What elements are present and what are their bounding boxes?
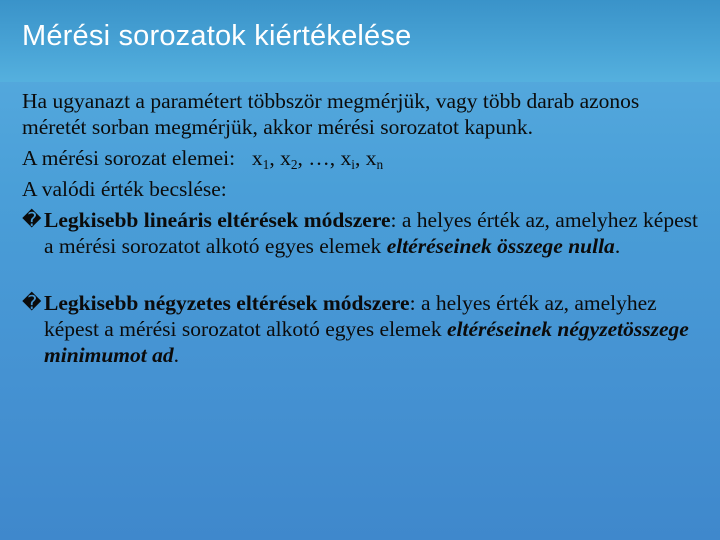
bullet-squares-method: � Legkisebb négyzetes eltérések módszere: a helyes érték az, amelyhez képest a mérési sorozatot alkotó egyes elemek eltéréseinek négyzetösszege minimumot ad. [22, 291, 689, 367]
method-name: Legkisebb lineáris eltérések módszere [44, 208, 391, 232]
method-emphasis: eltéréseinek négyzetösszege minimumot ad [44, 317, 689, 367]
intro-paragraph: Ha ugyanazt a paramétert többször megmérjük, vagy több darab azonos méretét sorban megmérjük, akkor mérési sorozatot kapunk. [22, 89, 640, 139]
slide-title: Mérési sorozatok kiértékelése [22, 20, 412, 52]
bullet-linear-method: � Legkisebb lineáris eltérések módszere: a helyes érték az, amelyhez képest a mérési sorozatot alkotó egyes elemek eltéréseinek összege nulla. [22, 208, 698, 258]
term-x1: $x_1$ [251, 146, 270, 172]
method-name: Legkisebb négyzetes eltérések módszere [44, 291, 410, 315]
term-x2: $x_2$ [280, 146, 298, 172]
term-xn: $x_n$ [365, 146, 384, 172]
elements-label: A mérési sorozat elemei: [22, 146, 236, 170]
method-emphasis: eltéréseinek összege nulla [386, 234, 615, 258]
bullet-icon: � [22, 209, 42, 231]
method-description: : a helyes érték az, amelyhez képest a mérési sorozatot alkotó egyes elemek [44, 291, 657, 341]
bullet-icon: � [22, 292, 42, 314]
sequence-ellipsis: … [308, 146, 330, 170]
term-xi: $x_i$ [340, 146, 355, 172]
method-description: : a helyes érték az, amelyhez képest a mérési sorozatot alkotó egyes elemek [44, 208, 698, 258]
slide-body [22, 88, 702, 368]
estimate-label: A valódi érték becslése: [22, 177, 227, 201]
sequence-line: A mérési sorozat elemei: $x_1$, $x_2$, …, $x_i$, $x_n$ [22, 146, 384, 172]
